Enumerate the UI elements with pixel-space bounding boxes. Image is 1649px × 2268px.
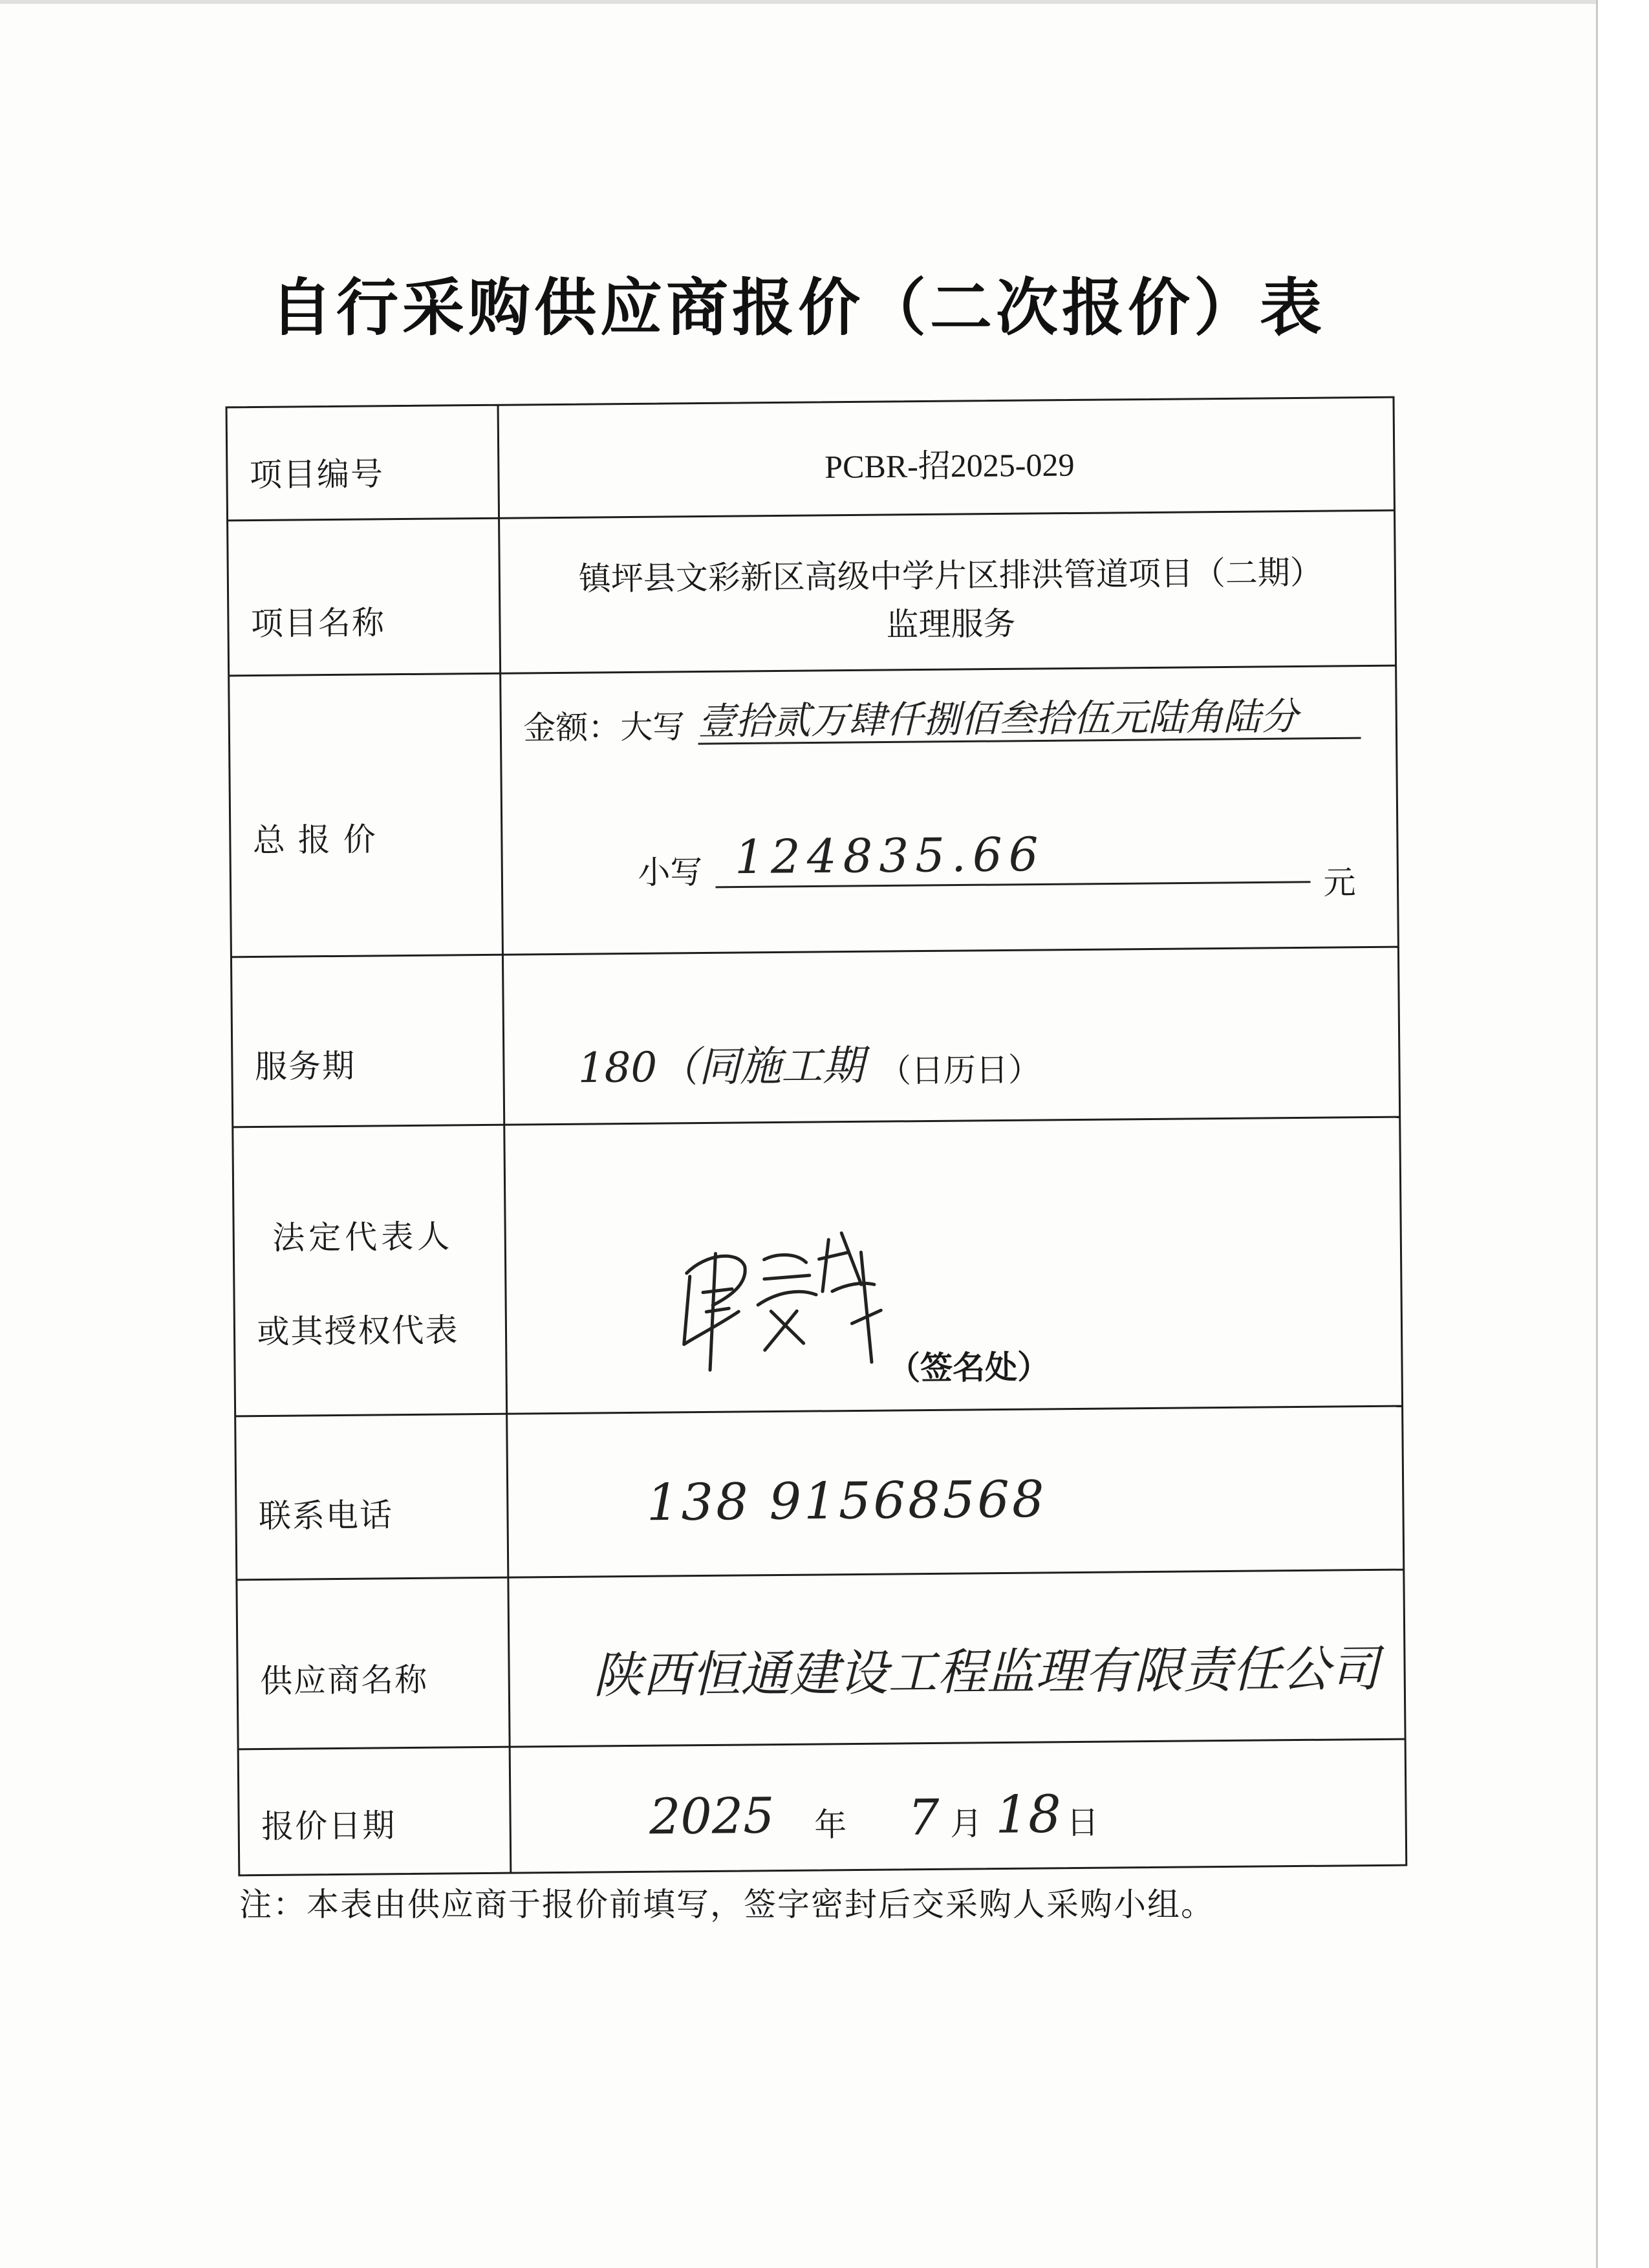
- page-top-edge: [0, 0, 1596, 4]
- signature-hint: （签名处）: [887, 1348, 1050, 1388]
- supplier-name-handwritten: 陕西恒通建设工程监理有限责任公司: [592, 1639, 1380, 1705]
- label-project-name: 项目名称: [250, 603, 386, 643]
- date-year-handwritten: 2025: [649, 1786, 775, 1846]
- label-quote-date: 报价日期: [261, 1806, 396, 1846]
- amount-words-handwritten: 壹拾贰万肆仟捌佰叁拾伍元陆角陆分: [698, 694, 1299, 744]
- phone-handwritten: 138 91568568: [646, 1470, 1047, 1533]
- form-title: 自行采购供应商报价（二次报价）表: [270, 272, 1326, 344]
- date-day-handwritten: 18: [995, 1784, 1062, 1845]
- date-month-handwritten: 7: [907, 1788, 940, 1846]
- project-number-value: PCBR-招2025-029: [824, 446, 1075, 485]
- label-phone: 联系电话: [258, 1496, 394, 1535]
- date-month-char: 月: [949, 1804, 983, 1843]
- date-year-char: 年: [814, 1806, 847, 1844]
- service-period-handwritten: 180（同施工期: [577, 1042, 865, 1093]
- label-project-number: 项目编号: [249, 455, 385, 494]
- label-representative-line2: 或其授权代表: [257, 1311, 459, 1351]
- project-name-line2: 监理服务: [886, 605, 1016, 644]
- amount-figure-handwritten: 124835.66: [734, 826, 1045, 885]
- amount-figure-prefix: 小写: [638, 853, 703, 892]
- service-period-suffix: （日历日）: [878, 1050, 1041, 1090]
- label-representative-line1: 法定代表人: [272, 1217, 454, 1257]
- date-day-char: 日: [1066, 1804, 1099, 1842]
- project-name-line1: 镇坪县文彩新区高级中学片区排洪管道项目（二期）: [578, 554, 1323, 598]
- currency-unit: 元: [1323, 863, 1356, 902]
- label-service-period: 服务期: [254, 1047, 356, 1086]
- footnote: 注：本表由供应商于报价前填写，签字密封后交采购人采购小组。: [239, 1886, 1214, 1923]
- quotation-table: [220, 394, 1410, 1879]
- representative-signature: [667, 1213, 901, 1383]
- amount-words-prefix: 金额：大写: [523, 707, 685, 747]
- label-supplier-name: 供应商名称: [259, 1661, 429, 1700]
- label-total-price: 总 报 价: [252, 820, 377, 859]
- page-right-edge: [1596, 0, 1649, 2268]
